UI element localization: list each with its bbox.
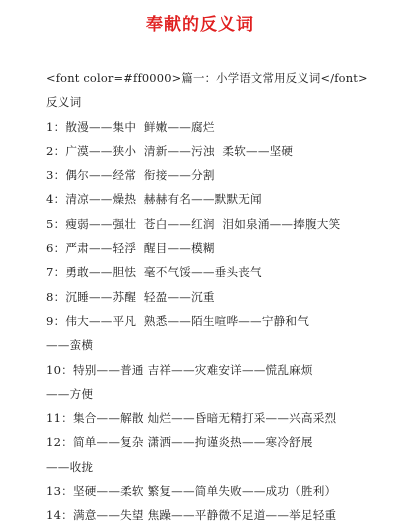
antonym-line-13: 13：坚硬——柔软 繁复——简单失败——成功（胜利）: [46, 484, 337, 499]
antonym-line-6: 6：严肃——轻浮 醒目——模糊: [46, 241, 215, 256]
section-heading: 反义词: [46, 95, 82, 110]
document-body: [46, 66, 386, 528]
antonym-line-14: 14：满意——失望 焦躁——平静微不足道——举足轻重: [46, 508, 337, 523]
antonym-line-9-cont: ——蛮横: [46, 338, 94, 353]
antonym-line-11: 11：集合——解散 灿烂——昏暗无精打采——兴高采烈: [46, 411, 337, 426]
antonym-line-7: 7：勇敢——胆怯 毫不气馁——垂头丧气: [46, 265, 262, 280]
antonym-line-4: 4：清凉——燥热 赫赫有名——默默无闻: [46, 192, 262, 207]
antonym-line-12: 12：简单——复杂 潇洒——拘谨炎热——寒冷舒展: [46, 435, 313, 450]
raw-font-tag-line: <font color=#ff0000>篇一：小学语文常用反义词</font>: [46, 71, 368, 85]
antonym-line-8: 8：沉睡——苏醒 轻盈——沉重: [46, 289, 215, 304]
antonym-line-10-cont: ——方便: [46, 386, 94, 401]
page-title: 奉献的反义词: [146, 15, 254, 35]
antonym-line-12-cont: ——收拢: [46, 459, 94, 474]
antonym-line-9: 9：伟大——平凡 熟悉——陌生喧哗——宁静和气: [46, 313, 310, 328]
antonym-line-5: 5：瘦弱——强壮 苍白——红润 泪如泉涌——捧腹大笑: [46, 216, 341, 231]
antonym-line-10: 10：特别——普通 吉祥——灾难安详——慌乱麻烦: [46, 362, 313, 377]
antonym-line-2: 2：广漠——狭小 清新——污浊 柔软——坚硬: [46, 143, 294, 158]
antonym-line-1: 1：散漫——集中 鲜嫩——腐烂: [46, 119, 215, 134]
antonym-line-3: 3：偶尔——经常 衔接——分割: [46, 168, 215, 183]
